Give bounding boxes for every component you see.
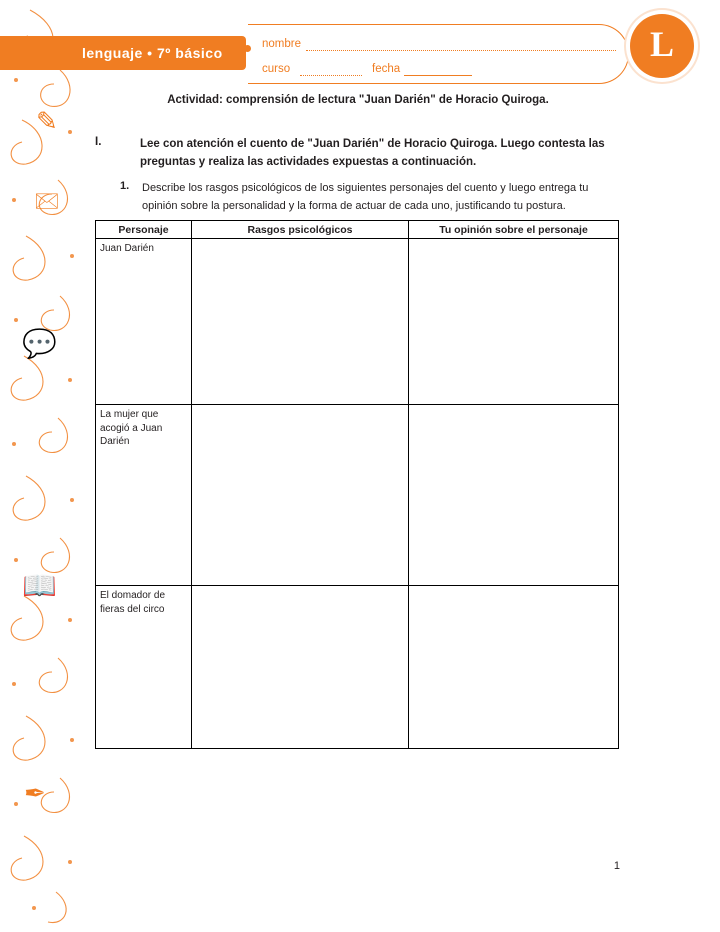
margin-swirl-pattern bbox=[0, 0, 88, 932]
cell-opinion-2[interactable] bbox=[409, 405, 619, 586]
logo-letter: L bbox=[649, 24, 674, 64]
open-book-icon: 📖 bbox=[22, 570, 57, 601]
subitem-number: 1. bbox=[120, 180, 130, 192]
name-field-line[interactable] bbox=[306, 50, 616, 51]
pencil-icon: ✎ bbox=[36, 106, 58, 136]
quill-icon: ✒ bbox=[24, 778, 46, 808]
course-field-line[interactable] bbox=[300, 75, 362, 76]
cell-personaje-3: El domador de fieras del circo bbox=[96, 586, 192, 749]
table-row bbox=[96, 239, 619, 405]
course-field-label: curso bbox=[262, 63, 291, 75]
subject-label: lenguaje • 7º básico bbox=[82, 45, 223, 61]
cell-rasgos-1[interactable] bbox=[192, 239, 409, 405]
speech-bubble-icon: 💬 bbox=[22, 328, 57, 359]
page-title: Actividad: comprensión de lectura "Juan Darién" de Horacio Quiroga. bbox=[167, 94, 549, 106]
band-dot bbox=[244, 45, 251, 52]
inkwell-icon: 🖂 bbox=[34, 188, 60, 213]
cell-rasgos-3[interactable] bbox=[192, 586, 409, 749]
logo-badge bbox=[630, 14, 694, 78]
table-row bbox=[96, 586, 619, 749]
cell-personaje-1: Juan Darién bbox=[96, 239, 192, 405]
date-field-label: fecha bbox=[372, 63, 401, 75]
subitem-instruction: Describe los rasgos psicológicos de los siguientes personajes del cuento y luego entrega tu opinión sobre la personalidad y la forma de actuar de cada uno, justificando tu postura. bbox=[142, 182, 589, 212]
characters-table bbox=[95, 220, 619, 749]
cell-personaje-2: La mujer que acogió a Juan Darién bbox=[96, 405, 192, 586]
item-number: I. bbox=[95, 136, 102, 148]
item-instruction: Lee con atención el cuento de "Juan Darién" de Horacio Quiroga. Luego contesta las preguntas y realiza las actividades expuestas a continuación. bbox=[140, 138, 605, 168]
page-number: 1 bbox=[613, 860, 620, 872]
column-header-rasgos: Rasgos psicológicos bbox=[192, 221, 409, 239]
column-header-personaje: Personaje bbox=[96, 221, 192, 239]
table-header-row bbox=[96, 221, 619, 239]
cell-rasgos-2[interactable] bbox=[192, 405, 409, 586]
cell-opinion-3[interactable] bbox=[409, 586, 619, 749]
cell-opinion-1[interactable] bbox=[409, 239, 619, 405]
name-field-label: nombre bbox=[262, 38, 301, 50]
column-header-opinion: Tu opinión sobre el personaje bbox=[409, 221, 619, 239]
table-row bbox=[96, 405, 619, 586]
decorative-margin bbox=[0, 0, 88, 932]
date-field-line[interactable] bbox=[404, 75, 472, 76]
